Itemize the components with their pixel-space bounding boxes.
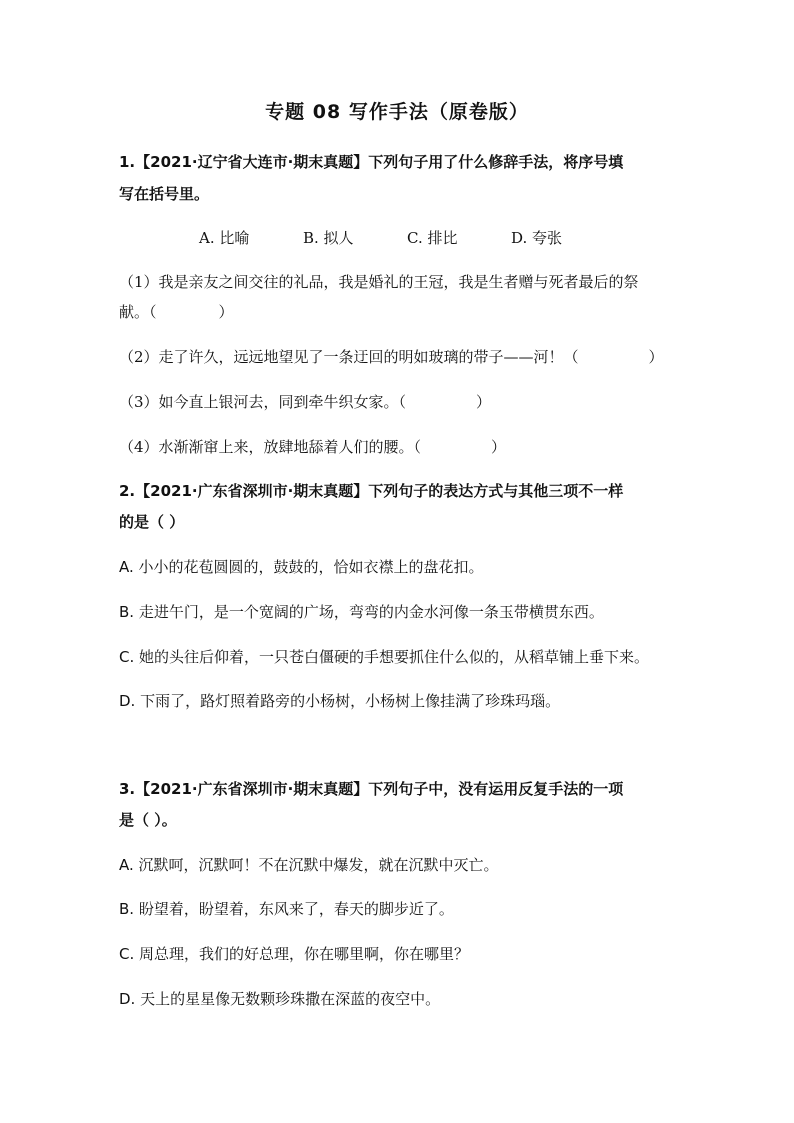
q2-heading-line2: 的是（ ） [119,513,185,531]
q1-item-4-text: （4）水渐渐窜上来，放肆地舔着人们的腰。（ [119,438,422,456]
q1-item-1-line2 [119,302,234,322]
q2-option-b: B. 走进午门，是一个宽阔的广场，弯弯的内金水河像一条玉带横贯东西。 [119,603,604,621]
q1-choice-list [199,228,615,248]
q3-heading-line2: 是（ ）。 [119,811,177,829]
q2-option-c: C. 她的头往后仰着，一只苍白僵硬的手想要抓住什么似的，从稻草铺上垂下来。 [119,648,650,666]
q3-heading-line1: 3.【2021·广东省深圳市·期末真题】下列句子中，没有运用反复手法的一项 [119,780,624,798]
page-title: 专题 08 写作手法（原卷版） [265,101,529,123]
q1-item-3-text: （3）如今直上银河去，同到牵牛织女家。（ [119,393,407,411]
q3-option-b: B. 盼望着，盼望着，东风来了，春天的脚步近了。 [119,900,454,918]
q1-item-2 [119,347,664,367]
q1-choice-b: B. 拟人 [303,229,354,247]
q1-heading-line1: 1.【2021·辽宁省大连市·期末真题】下列句子用了什么修辞手法，将序号填 [119,153,624,171]
q3-option-a: A. 沉默呵，沉默呵！不在沉默中爆发，就在沉默中灭亡。 [119,856,499,874]
q1-item-2-text: （2）走了许久，远远地望见了一条迂回的明如玻璃的带子——河！（ [119,348,579,366]
q2-option-a: A. 小小的花苞圆圆的，鼓鼓的，恰如衣襟上的盘花扣。 [119,558,484,576]
q2-option-d: D. 下雨了，路灯照着路旁的小杨树，小杨树上像挂满了珍珠玛瑙。 [119,692,561,710]
q3-option-d: D. 天上的星星像无数颗珍珠撒在深蓝的夜空中。 [119,990,441,1008]
q1-heading-line2: 写在括号里。 [119,185,210,203]
q1-item-1-line1: （1）我是亲友之间交往的礼品，我是婚礼的王冠，我是生者赠与死者最后的祭 [119,273,639,291]
q1-choice-d: D. 夸张 [511,229,563,247]
q1-item-1-text: 献。（ [119,303,157,321]
q1-item-3-close: ） [476,393,492,411]
q1-item-4 [119,437,506,457]
q1-item-1-close: ） [218,303,234,321]
q2-heading-line1: 2.【2021·广东省深圳市·期末真题】下列句子的表达方式与其他三项不一样 [119,482,624,500]
q1-item-2-close: ） [648,348,664,366]
q1-item-4-close: ） [491,438,507,456]
q1-item-3 [119,392,491,412]
q1-choice-c: C. 排比 [407,229,458,247]
q3-option-c: C. 周总理，我们的好总理，你在哪里啊，你在哪里？ [119,945,470,963]
q1-choice-a: A. 比喻 [199,229,250,247]
